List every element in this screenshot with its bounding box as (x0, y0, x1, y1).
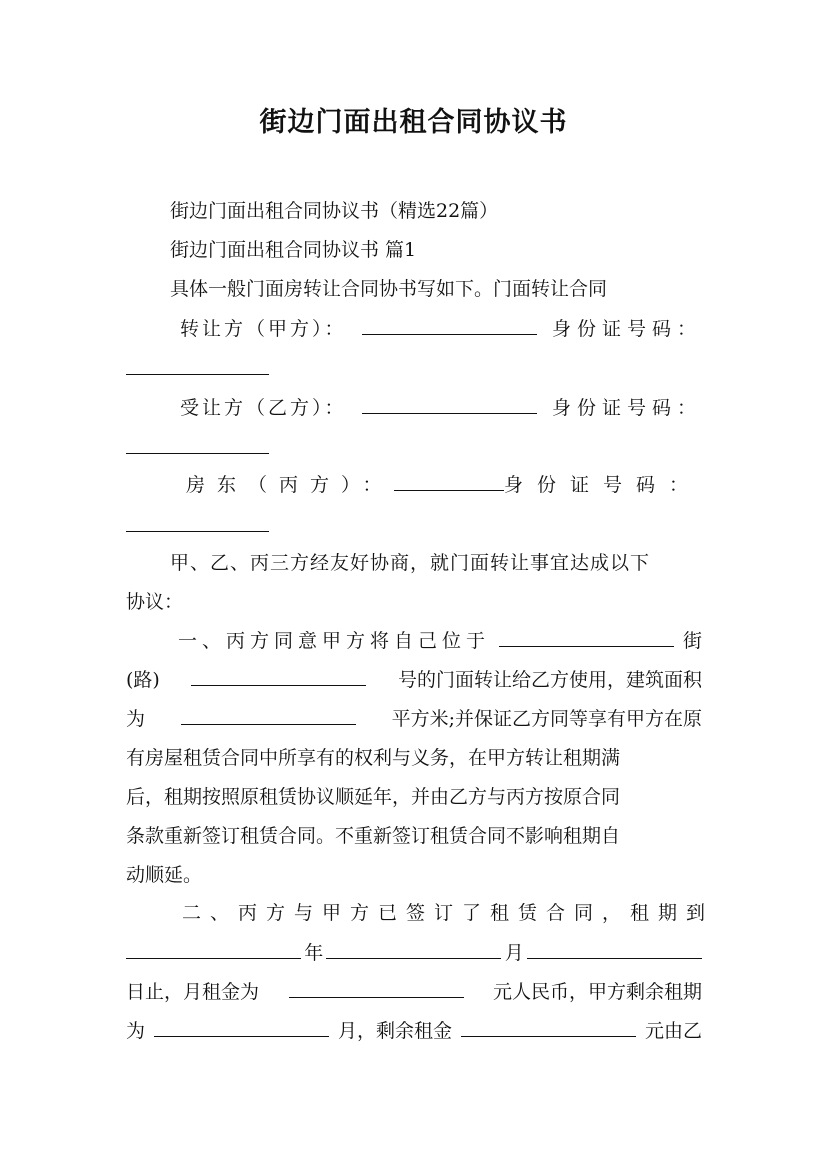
clause-1-area-blank (181, 706, 356, 725)
clause-2-text: 年 (304, 942, 324, 964)
clause-2-rent-blank (289, 979, 464, 998)
party-c-id-line (126, 511, 702, 537)
party-a-id-blank (126, 356, 269, 375)
party-b-name-blank (362, 395, 537, 414)
clause-2-line: 二、丙方与甲方已签订了租赁合同，租期到 (182, 902, 715, 924)
clause-1-line: 后，租期按照原租赁协议顺延年，并由乙方与丙方按原合同 (126, 786, 621, 808)
party-c-id-label: 身份证号码： (503, 474, 702, 496)
clause-1-line (126, 667, 702, 693)
clause-2-line (126, 979, 702, 1005)
clause-1-line (178, 628, 702, 654)
document-title: 街边门面出租合同协议书 (259, 107, 568, 138)
party-a-line (180, 316, 702, 342)
clause-1-line: 动顺延。 (126, 864, 203, 886)
clause-2-year-blank (126, 940, 301, 959)
clause-2-text: 元人民币，甲方剩余租期 (492, 981, 702, 1003)
clause-1-line: 条款重新签订租赁合同。不重新签订租赁合同不影响租期自 (126, 825, 621, 847)
clause-1-text: 街 (682, 630, 702, 652)
party-b-id-label: 身份证号码： (551, 397, 702, 419)
clause-2-line (126, 940, 702, 966)
clause-1-text: 号的门面转让给乙方使用，建筑面积 (397, 669, 702, 691)
clause-2-text: 为 (126, 1020, 146, 1042)
intro-line: 街边门面出租合同协议书 篇1 (170, 239, 417, 261)
party-c-name-blank (394, 472, 504, 491)
clause-1-line (126, 706, 702, 732)
clause-1-text: (路) (126, 669, 160, 691)
party-b-label: 受让方（乙方）： (180, 397, 347, 419)
agreement-paragraph-cont: 协议： (126, 591, 184, 613)
party-a-id-line (126, 354, 702, 380)
party-b-id-blank (126, 435, 269, 454)
clause-2-month-blank (326, 940, 501, 959)
clause-1-line: 有房屋租赁合同中所享有的权利与义务，在甲方转让租期满 (126, 747, 621, 769)
party-a-id-label: 身份证号码： (551, 318, 702, 340)
party-c-line (186, 472, 702, 498)
intro-line: 街边门面出租合同协议书（精选22篇） (170, 200, 499, 222)
party-a-name-blank (362, 316, 537, 335)
clause-2-day-blank (527, 940, 702, 959)
agreement-paragraph: 甲、乙、丙三方经友好协商，就门面转让事宜达成以下 (170, 552, 651, 574)
clause-1-location-blank (499, 628, 674, 647)
clause-2-remaining-term-blank (154, 1018, 329, 1037)
clause-2-remaining-rent-blank (461, 1018, 636, 1037)
intro-line: 具体一般门面房转让合同协书写如下。门面转让合同 (170, 278, 608, 300)
clause-1-number-blank (191, 667, 366, 686)
party-b-line (180, 395, 702, 421)
clause-2-text: 月，剩余租金 (337, 1020, 452, 1042)
party-c-label: 房东（丙方）： (186, 474, 394, 496)
clause-1-text: 一、丙方同意甲方将自己位于 (178, 630, 491, 652)
party-a-label: 转让方（甲方）： (180, 318, 347, 340)
clause-2-text: 日止，月租金为 (126, 981, 260, 1003)
clause-2-line (126, 1018, 702, 1044)
clause-2-text: 元由乙 (644, 1020, 702, 1042)
clause-2-text: 月 (504, 942, 524, 964)
clause-1-text: 为 (126, 708, 146, 730)
clause-1-text: 平方米;并保证乙方同等享有甲方在原 (391, 708, 702, 730)
party-b-id-line (126, 433, 702, 459)
party-c-id-blank (126, 513, 269, 532)
